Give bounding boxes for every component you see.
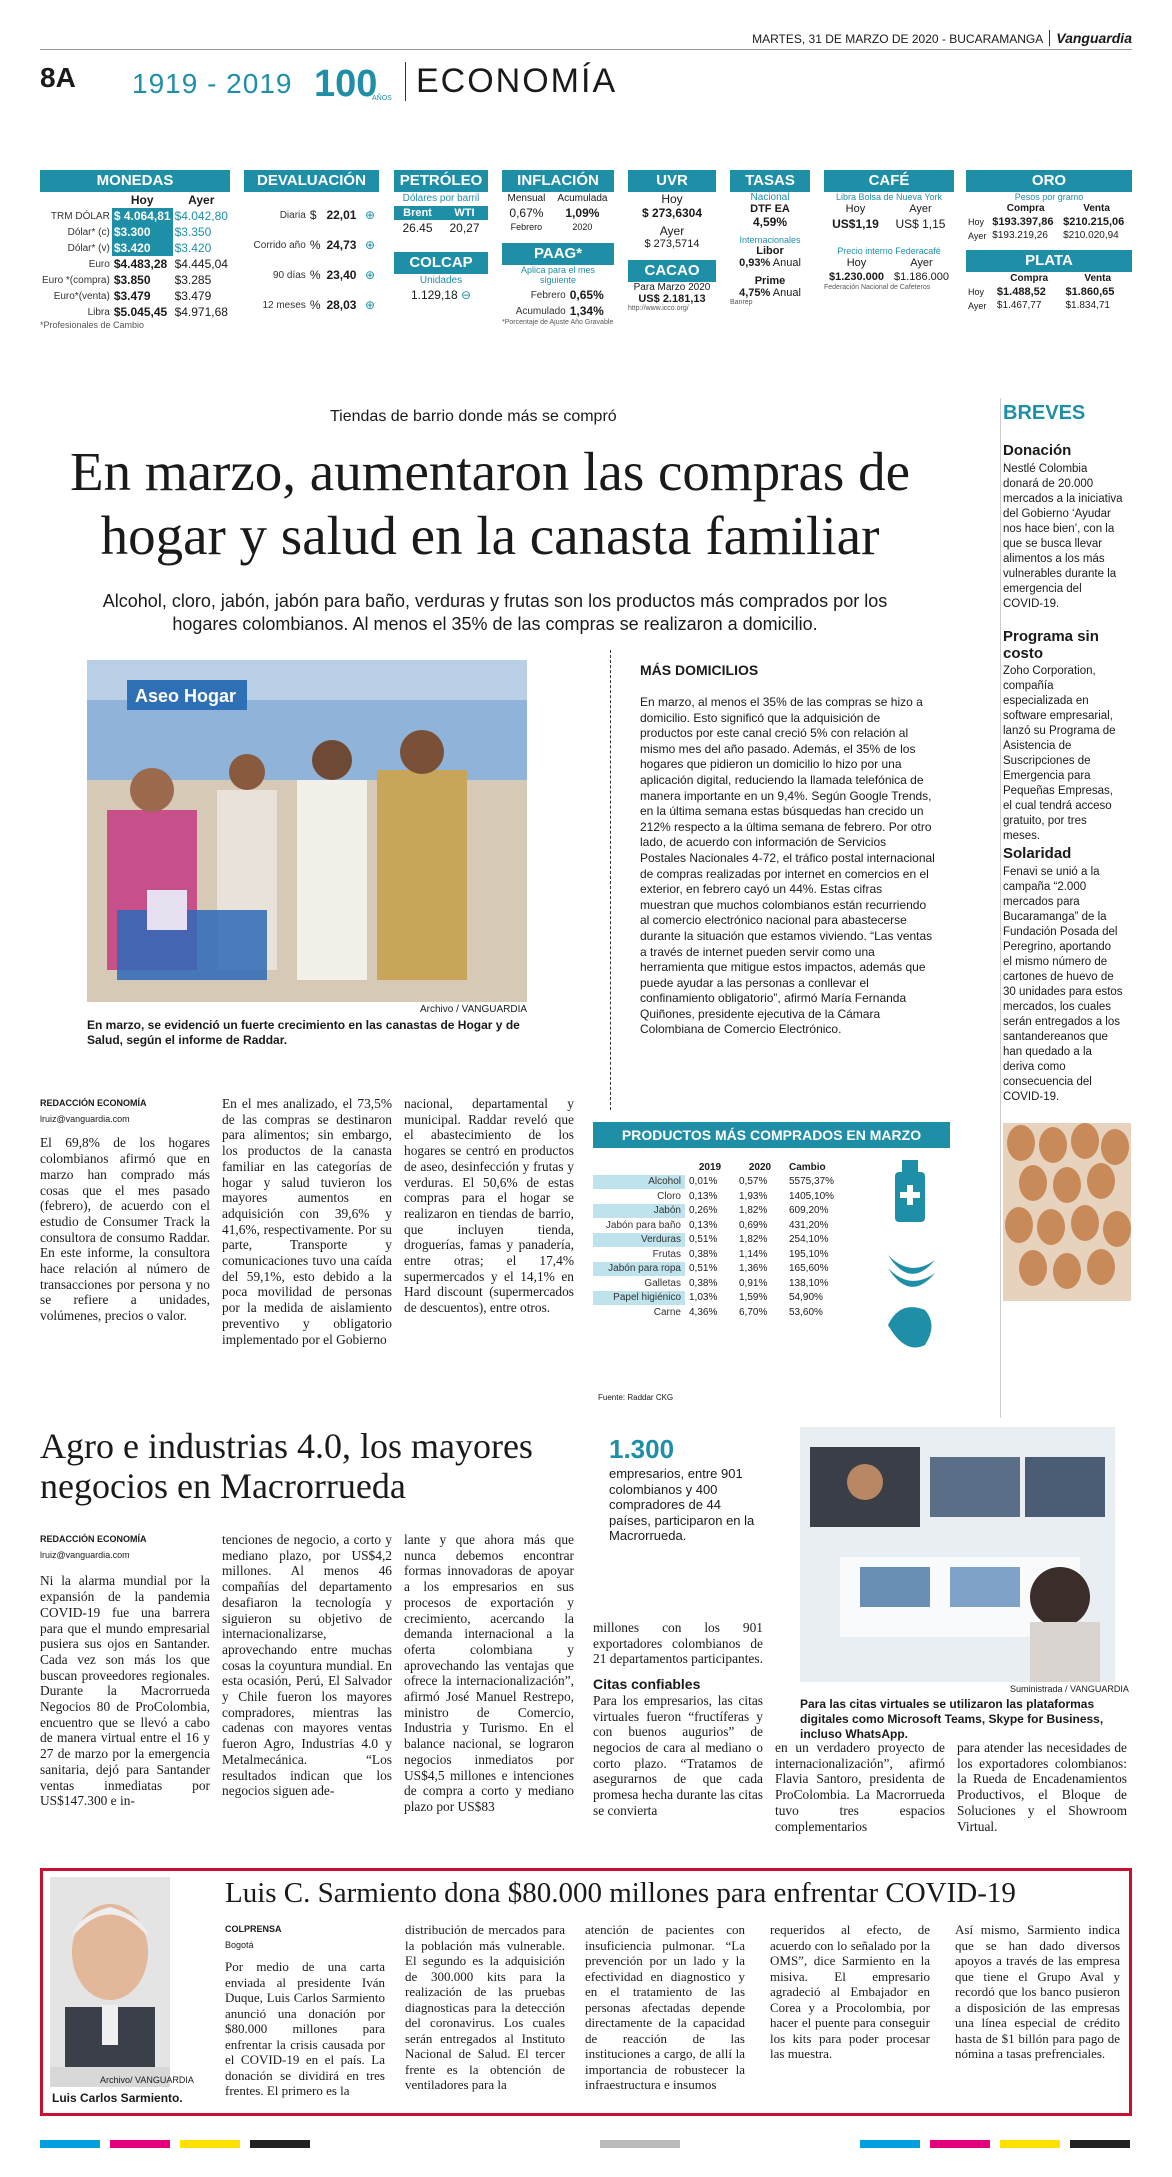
sidebar-title: MÁS DOMICILIOS <box>640 662 759 678</box>
agro-column-3: lante y que ahora más que nunca debemos encontrar formas innovadoras de apoyar a los empresarios en sus procesos de exportación y crecimiento, acercando la demanda internacional a la oferta colombiana y aprovechando las ventajas que ofrece la internacionalización”, afirmó José Manuel Restrepo, ministro de Comercio, Industria y Turismo. En el balance nacional, se lograron negocios inmediatos por US$4,5 millones e intenciones de compra a corto y mediano plazo por US$83 <box>404 1532 574 1814</box>
color-bar <box>930 2140 990 2148</box>
colcap-title: COLCAP <box>394 252 488 274</box>
breve-title: Programa sin costo <box>1003 628 1099 662</box>
uvr-panel: UVR Hoy $ 273,6304 Ayer $ 273,5714 CACAO Para Marzo 2020 US$ 2.181,13 http://www.icco.org/ <box>628 170 716 312</box>
arrow-up-icon: ⊕ <box>365 298 376 312</box>
table-row: Carne 4,36% 6,70% 53,60% <box>653 1306 823 1318</box>
byline: REDACCIÓN ECONOMÍA lruiz@vanguardia.com <box>40 1098 147 1124</box>
color-bar <box>600 2140 680 2148</box>
breve-title: Solaridad <box>1003 845 1072 862</box>
agro-column-2: tenciones de negocio, a corto y mediano plazo, por US$4,2 millones. Al menos 46 compañías del departamento desafiaron la tecnología y siguieron su objetivo de internacionalizarse, aprovechando entre muchas cosas la coyuntura mundial. En esta ocasión, Perú, El Salvador y Chile fueron los mayores compradores, mientras las cadenas con mayores ventas fueron Agro, Industrias 4.0 y Metalmecánica. “Los resultados indican que los negocios siguen ade- <box>222 1532 392 1799</box>
photo-caption: Luis Carlos Sarmiento. <box>52 2091 183 2105</box>
breve-body: Nestlé Colombia donará de 20.000 mercados a la iniciativa del Gobierno ‘Ayudar nos hace bien’, con la que se busca llevar alimentos a los más vulnerables durante la emergencia del COVID-19. <box>1003 463 1123 610</box>
photo-caption: En marzo, se evidenció un fuerte crecimiento en las canastas de Hogar y de Salud, según el informe de Raddar. <box>87 1018 520 1047</box>
wti-value: 20,27 <box>449 221 480 235</box>
stat-text: empresarios, entre 901 colombianos y 400 compradores de 44 países, participaron en la Macrorrueda. <box>609 1466 755 1543</box>
date-line <box>40 30 1132 50</box>
brand-name: Vanguardia <box>1049 30 1132 46</box>
sarmiento-column-5: Así mismo, Sarmiento indica que se han dado diversos apoyos a través de las empresa que tiene el Grupo Aval y recordó que los banco pusieron a disposición de las empresas una línea especial de crédito hasta de $1 billón para pago de nómina a tasas prefrenciales. <box>955 1922 1120 2061</box>
anniversary-logo <box>312 60 392 104</box>
sarmiento-column-1: COLPRENSA Bogotá Por medio de una carta enviada al presidente Iván Duque, Luis Carlos Sarmiento anunció una donación por $80.000 millones para enfrentar la crisis causada por el COVID-19 en el país. La donación se dividirá en tres frentes. El primero es la <box>225 1924 385 2098</box>
page-number: 8A <box>40 62 76 93</box>
table-row: Diaria $ 22,01 ⊕ <box>244 200 379 230</box>
table-row: TRM DÓLAR $ 4.064,81 $4.042,80 <box>50 209 228 223</box>
article-kicker: Tiendas de barrio donde más se compró <box>330 408 617 425</box>
sidebar-body: En marzo, al menos el 35% de las compras se hizo a domicilio. Esto significó que la adquisición de productos por este canal creció 5% con relación al mismo mes del año pasado. Además, el 35% de los hogares que pidieron un domicilio lo hizo por una aplicación digital, reduciendo la llamada telefónica de manera importante en un 9,4%. Según Google Trends, en la última semana estas búsquedas han crecido un 212% respecto a la última semana de febrero. Por otro lado, de acuerdo con información de Servicios Postales Nacionales 4-72, el tráfico postal internacional de compras realizadas por internet en comercios en el exterior, en febrero cayó un 44%. Estas cifras muestran que muchos colombianos están recurriendo al comercio electrónico nacional para abastecerse durante la situación que estamos viviendo. “Las ventas a través de internet pueden servir como una herramienta que mitigue estos impactos, además que puede ayudar a las personas a conllevar el confinamiento obligatorio”, afirmó María Fernanda Quiñones, presidente ejecutiva de la Cámara Colombiana de Comercio Electrónico. <box>640 695 935 1037</box>
table-row: Euro *(compra) $3.850 $3.285 <box>42 273 212 287</box>
monedas-note: *Profesionales de Cambio <box>40 320 145 330</box>
table-row: Jabón 0,26% 1,82% 609,20% <box>593 1204 855 1219</box>
table-row: Dólar* (v) $3.420 $3.420 <box>67 241 212 255</box>
color-bar <box>180 2140 240 2148</box>
table-row: Corrido año % 24,73 ⊕ <box>244 230 379 260</box>
products-source: Fuente: Raddar CKG <box>598 1393 674 1402</box>
color-bar <box>110 2140 170 2148</box>
color-bar <box>860 2140 920 2148</box>
section-title: ECONOMÍA <box>405 62 617 101</box>
products-icons <box>880 1160 940 1360</box>
table-row: Dólar* (c) $3.300 $3.350 <box>67 225 212 239</box>
divider <box>1000 398 1001 1418</box>
shopping-photo <box>87 660 527 1002</box>
photo-credit: Archivo / VANGUARDIA <box>420 1004 528 1015</box>
paag-title: PAAG* <box>502 243 614 265</box>
monedas-title: MONEDAS <box>40 170 230 192</box>
divider <box>610 650 611 1110</box>
videoconference-photo <box>800 1427 1115 1682</box>
color-bar <box>1000 2140 1060 2148</box>
table-row: Alcohol 0,01% 0,57% 5575,37% <box>593 1175 855 1190</box>
monedas-panel <box>40 170 230 330</box>
column-text: El 69,8% de los hogares colombianos afirmó que en marzo han comprado más cosas que el mes pasado (febrero), de acuerdo con el estudio de Consumer Track la consultora de consumo Raddar. En este informe, la consultora hace relación al número de transacciones por persona y no se refiere a unidades, volúmenes, precios o valor. <box>40 1135 210 1324</box>
petroleo-panel: PETRÓLEO Dólares por barril Brent WTI 26.45 20,27 COLCAP Unidades 1.129,18 ⊖ <box>394 170 488 302</box>
photo-caption: Para las citas virtuales se utilizaron las plataformas digitales como Microsoft Teams, Skype for Business, incluso WhatsApp. <box>800 1697 1104 1741</box>
article-subhead: Alcohol, cloro, jabón, jabón para baño, verduras y frutas son los productos más comprados por los hogares colombianos. Al menos el 35% de las compras se realizaron a domicilio. <box>102 591 888 634</box>
table-row: Papel higiénico 1,03% 1,59% 54,90% <box>593 1291 855 1306</box>
sarmiento-headline: Luis C. Sarmiento dona $80.000 millones para enfrentar COVID-19 <box>225 1877 1016 1909</box>
arrow-down-icon: ⊖ <box>461 288 472 302</box>
cafe-panel: CAFÉ Libra Bolsa de Nueva York Hoy Ayer US$1,19 US$ 1,15 Precio interno Federacafé Hoy Ayer $1.230.000 $1.186.000 Federación Nacional de Cafeteros <box>824 170 954 291</box>
byline: COLPRENSA Bogotá <box>225 1924 282 1950</box>
inflacion-panel: INFLACIÓN Mensual Acumulada 0,67% 1,09% Febrero 2020 PAAG* Aplica para el mes siguiente Febrero 0,65% Acumulado 1,34% *Porcentaje de Ajuste Año Gravable <box>502 172 614 326</box>
meat-icon <box>888 1307 932 1347</box>
breve-body: Fenavi se unió a la campaña “2.000 mercados para Bucaramanga” de la Fundación Posada del Peregrino, aportando el mismo número de cartones de huevo de 30 unidades para estos mercados, los cuales serán entregados a los santandereanos que han quedado a la deriva como consecuencia del COVID-19. <box>1003 866 1123 1103</box>
tasas-panel: TASAS Nacional DTF EA 4,59% Internacionales Libor 0,93% Anual Prime 4,75% Anual Banrep <box>730 170 810 306</box>
table-row: Jabón para baño 0,13% 0,69% 431,20% <box>605 1219 829 1231</box>
agro-column-6: para atender las necesidades de los exportadores colombianos: la Rueda de Encadenamientos Productivos, el Bloque de Soluciones y el Showroom Virtual. <box>957 1740 1127 1834</box>
table-row: 90 días % 23,40 ⊕ <box>244 260 379 290</box>
article-headline: En marzo, aumentaron las compras de hogar y salud en la canasta familiar <box>70 441 910 566</box>
color-bar <box>40 2140 100 2148</box>
banana-icon <box>888 1255 935 1287</box>
breve-body: Zoho Corporation, compañía especializada en software empresarial, lanzó su Programa de Asistencia de Suscripciones de Emergencia para Pequeñas Empresas, el cual tendrá acceso gratuito, por tres meses. <box>1003 665 1116 842</box>
article-column-1 <box>40 1096 210 1324</box>
agro-column-5: en un verdadero proyecto de internacionalización”, afirmó Flavia Santoro, presidenta de ProColombia. La Macrorrueda tuvo tres espacios complementarios <box>775 1740 945 1834</box>
sarmiento-column-2: distribución de mercados para la población más vulnerable. El segundo es la adquisición de 300.000 kits para la realización de las pruebas diagnosticas para la detección del coronavirus. Los cuales serán entregados al Instituto Nacional de Salud. El tercer frente es la obtención de ventiladores para la <box>405 1922 565 2092</box>
table-row: Galletas 0,38% 0,91% 138,10% <box>644 1277 829 1289</box>
sarmiento-column-4: requeridos al efecto, de acuerdo con lo señalado por la OMS”, dice Sarmiento en la misiva. El empresario agradeció al Embajador en Corea y a Procolombia, por hacer el puente para conseguir los kits para poder procesar las muestra. <box>770 1922 930 2061</box>
date-text: MARTES, 31 DE MARZO DE 2020 - BUCARAMANGA <box>752 32 1044 46</box>
eggs-photo <box>1003 1123 1131 1301</box>
color-bar <box>250 2140 310 2148</box>
oro-panel: ORO Pesos por gramo Compra Venta Hoy $193.397,86 $210.215,06 Ayer $193.219,26 $210.020,94 PLATA Compra Venta Hoy $1.488,52 $1.860,65 Ayer $1.467,77 $1.834,71 <box>966 170 1132 312</box>
logo-sub: AÑOS <box>372 95 392 102</box>
breves-title: BREVES <box>1003 402 1086 424</box>
arrow-up-icon: ⊕ <box>365 238 376 252</box>
table-row: Libra $5.045,45 $4.971,68 <box>87 305 228 319</box>
table-row: Euro*(venta) $3.479 $3.479 <box>53 289 212 303</box>
years-label: 1919 - 2019 <box>132 68 293 99</box>
table-row: Euro $4.483,28 $4.445,04 <box>88 257 228 271</box>
arrow-up-icon: ⊕ <box>365 208 376 222</box>
table-row: Jabón para ropa 0,51% 1,36% 165,60% <box>593 1262 855 1277</box>
agro-headline: Agro e industrias 4.0, los mayores negocios en Macrorrueda <box>40 1426 533 1506</box>
photo-credit: Archivo/ VANGUARDIA <box>100 2075 194 2085</box>
brent-value: 26.45 <box>402 221 433 235</box>
table-row: Verduras 0,51% 1,82% 254,10% <box>593 1233 855 1248</box>
logo-text: 100 <box>314 63 378 104</box>
spray-bottle-icon <box>895 1160 925 1222</box>
colcap-value: 1.129,18 <box>410 288 458 302</box>
arrow-up-icon: ⊕ <box>365 268 376 282</box>
article-column-2: En el mes analizado, el 73,5% de las compras se destinaron para alimentos; sin embargo, los productos de la canasta familiar en las categorías de hogar y salud tuvieron los mayores aumentos en adquisición con 39,6% y 41,6%, respectivamente. Por su parte, Transporte y comunicaciones tuvo una caída del 59,1%, esto debido a la poca movilidad de personas por la medida de aislamiento preventivo y obligatorio implementado por el Gobierno <box>222 1096 392 1347</box>
devaluacion-panel <box>244 170 379 320</box>
table-row: Cloro 0,13% 1,93% 1405,10% <box>657 1190 835 1202</box>
byline: REDACCIÓN ECONOMÍA lruiz@vanguardia.com <box>40 1534 147 1560</box>
article-column-3: nacional, departamental y municipal. Raddar reveló que el abastecimiento de los hogares se centró en productos de aseo, desinfección y frutas y verduras. El 50,6% de estas compras para el hogar se realizaron en tiendas de barrio, que incluyen tienda, droguerías, famas y panadería, entre otras; el 17,4% supermercados y el 14,1% en Hard discount (supermercados de descuentos), entre otros. <box>404 1096 574 1316</box>
monedas-table: Hoy Ayer TRM DÓLAR $ 4.064,81 $4.042,80 Dólar* (c) $3.300 $3.350 Dólar* (v) $3.420 $3.420 Euro $4.483,28 $4.445,04 Euro *(compra) $3.850 $3.285 Euro*(venta) $3.479 $3.479 Libra $5.045,45 $4.971,68 <box>40 192 230 320</box>
photo-credit: Suministrada / VANGUARDIA <box>1010 1684 1129 1694</box>
agro-subhead: Citas confiables <box>593 1676 701 1693</box>
products-table: 2019 2020 Cambio Alcohol 0,01% 0,57% 5575,37% Cloro 0,13% 1,93% 1405,10% Jabón 0,26% 1,82% 609,20% Jabón para baño 0,13% 0,69% 431,20% Verduras 0,51% 1,82% 254,10% Frutas 0,38% 1,14% 195,10% Jabón para ropa 0,51% 1,36% 165,60% Galletas 0,38% 0,91% 138,10% Papel higiénico 1,03% 1,59% 54,90% Carne 4,36% 6,70% 53,60% <box>593 1160 950 1320</box>
sarmiento-photo <box>50 1877 170 2087</box>
breve-title: Donación <box>1003 442 1072 459</box>
petroleo-title: PETRÓLEO <box>394 170 488 192</box>
table-row: 12 meses % 28,03 ⊕ <box>244 290 379 320</box>
devaluacion-title: DEVALUACIÓN <box>244 170 379 192</box>
store-sign: Aseo Hogar <box>135 686 237 706</box>
agro-column-1: REDACCIÓN ECONOMÍA lruiz@vanguardia.com Ni la alarma mundial por la expansión de la pandemia COVID-19 fue una barrera para que el mundo empresarial pusiera sus ojos en Santander. Cada vez son más los que buscan proveedores regionales. Durante la Macrorrueda Negocios 80 de ProColombia, encuentro que se llevó a cabo de manera virtual entre el 16 y 27 de marzo por la emergencia sanitaria, dejó para Santander ventas inmediatas por US$147.300 e in- <box>40 1534 210 1809</box>
stat-number: 1.300 <box>609 1434 675 1464</box>
sarmiento-column-3: atención de pacientes con insuficiencia pulmonar. “La prevención por un lado y la efectividad en diagnostico y en el tratamiento de las personas afectadas depende directamente de la capacidad de reacción de las instituciones a cargo, de allí la importancia de robustecer la infraestructura e insumos <box>585 1922 745 2092</box>
inflacion-title: INFLACIÓN <box>502 170 614 192</box>
table-row: Frutas 0,38% 1,14% 195,10% <box>652 1248 829 1260</box>
agro-column-4: millones con los 901 exportadores colombianos de 21 departamentos participantes. Citas confiables Para los empresarios, las citas virtuales fueron “fructíferas y con buenos augurios” de negocios de cara al mediano o corto plazo. “Tratamos de asegurarnos de que cada promesa hecha durante las citas se convierta <box>593 1620 763 1818</box>
products-title: PRODUCTOS MÁS COMPRADOS EN MARZO <box>593 1122 950 1148</box>
color-bar <box>1070 2140 1130 2148</box>
